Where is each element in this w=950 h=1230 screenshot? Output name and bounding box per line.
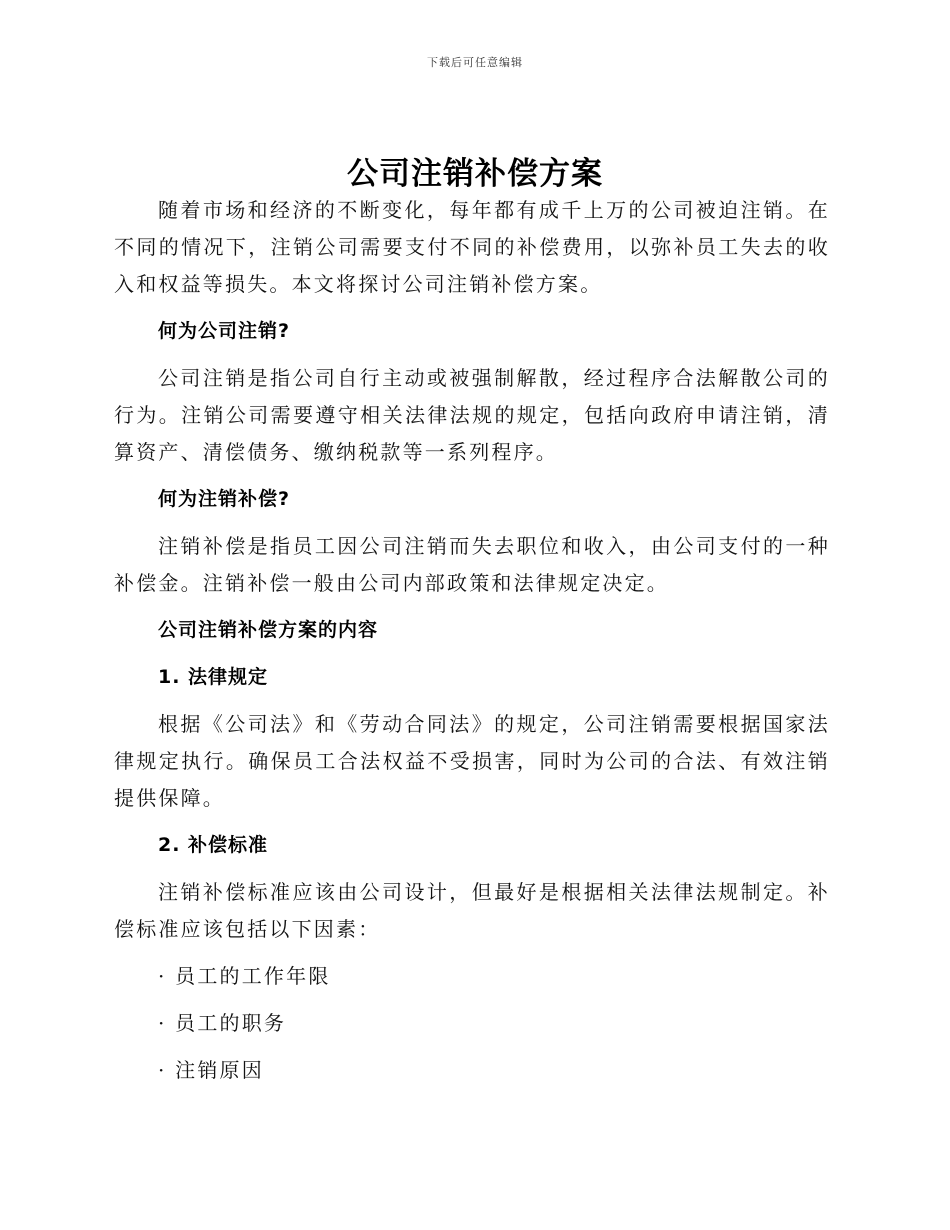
- section-heading-plan-content: 公司注销补偿方案的内容: [158, 619, 379, 641]
- list-item: · 员工的职务: [158, 1011, 287, 1035]
- section-heading-compensation-standard: 2. 补偿标准: [158, 834, 269, 856]
- list-item: · 注销原因: [158, 1058, 264, 1082]
- section-body-compensation-standard: 注销补偿标准应该由公司设计，但最好是根据相关法律法规制定。补偿标准应该包括以下因素：: [114, 880, 830, 941]
- section-heading-what-is-deregistration: 何为公司注销?: [158, 320, 291, 342]
- section-body-legal-rules: 根据《公司法》和《劳动合同法》的规定，公司注销需要根据国家法律规定执行。确保员工合法权益不受损害，同时为公司的合法、有效注销提供保障。: [114, 712, 830, 810]
- section-body-what-is-compensation: 注销补偿是指员工因公司注销而失去职位和收入，由公司支付的一种补偿金。注销补偿一般由公司内部政策和法律规定决定。: [114, 534, 830, 595]
- section-heading-what-is-compensation: 何为注销补偿?: [158, 488, 291, 510]
- page-header-note: 下载后可任意编辑: [427, 56, 523, 69]
- section-heading-legal-rules: 1. 法律规定: [158, 666, 269, 688]
- list-item: · 员工的工作年限: [158, 964, 331, 988]
- section-body-what-is-deregistration: 公司注销是指公司自行主动或被强制解散，经过程序合法解散公司的行为。注销公司需要遵守相关法律法规的规定，包括向政府申请注销，清算资产、清偿债务、缴纳税款等一系列程序。: [114, 366, 830, 464]
- document-body: [114, 192, 830, 1099]
- document-title: 公司注销补偿方案: [347, 156, 603, 192]
- intro-paragraph: 随着市场和经济的不断变化，每年都有成千上万的公司被迫注销。在不同的情况下，注销公司需要支付不同的补偿费用，以弥补员工失去的收入和权益等损失。本文将探讨公司注销补偿方案。: [114, 198, 830, 296]
